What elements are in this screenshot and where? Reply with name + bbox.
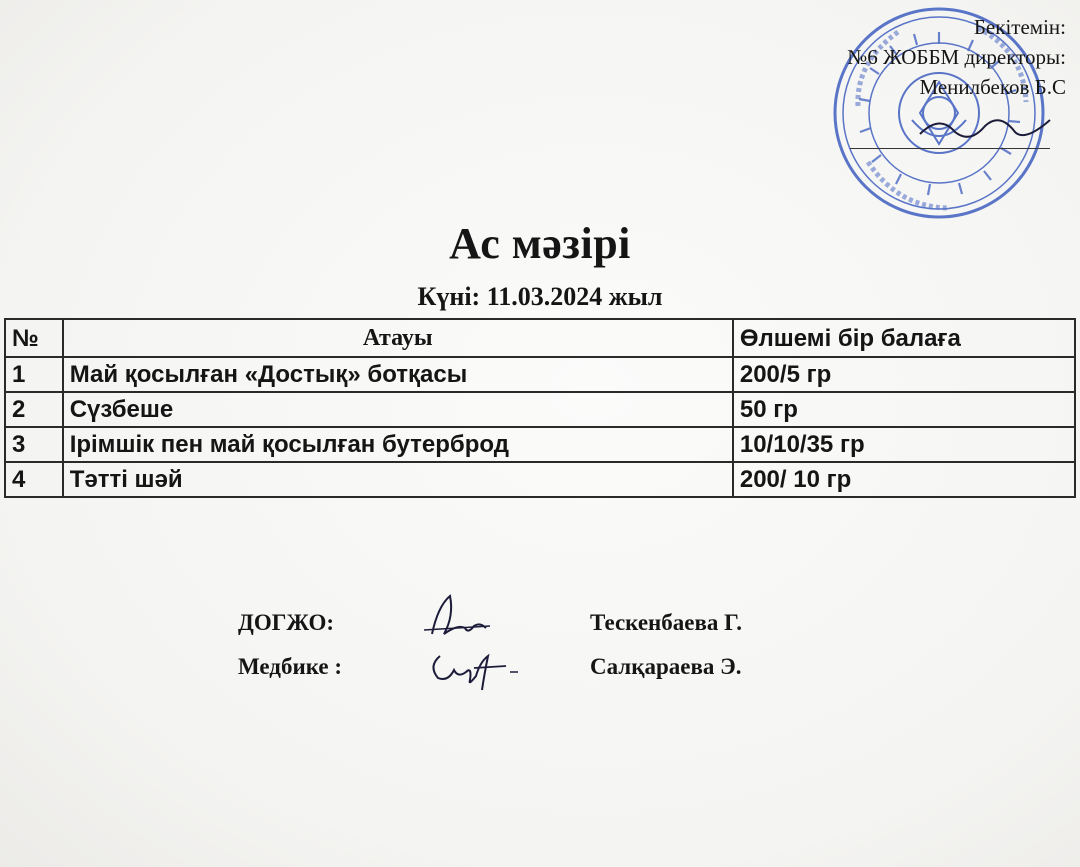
handwritten-signature-icon [410,586,530,696]
table-header-row [5,319,1075,357]
page-title: Ас мәзірі [449,219,631,268]
row-quantity: 200/ 10 гр [733,462,1075,497]
approval-block [847,12,1066,102]
row-number: 3 [5,427,63,462]
row-dish-name: Тәтті шәй [63,462,733,497]
row-number: 2 [5,392,63,427]
signer-role: Медбике : [238,654,342,679]
signer-name: Салқараева Э. [590,654,742,679]
table-row [5,462,1075,497]
row-dish-name: Ірімшік пен май қосылған бутерброд [63,427,733,462]
approval-name: Менилбеков Б.С [919,75,1066,99]
table-row [5,427,1075,462]
document-date: Күні: 11.03.2024 жыл [417,282,663,311]
row-quantity: 50 гр [733,392,1075,427]
row-dish-name: Сүзбеше [63,392,733,427]
table-row [5,392,1075,427]
header-name: Атауы [63,319,733,357]
row-dish-name: Май қосылған «Достық» ботқасы [63,357,733,392]
row-number: 4 [5,462,63,497]
approval-heading: Бекітемін: [973,15,1066,39]
row-quantity: 10/10/35 гр [733,427,1075,462]
menu-table [4,318,1076,498]
director-signature-icon [900,104,1060,154]
approval-position: №6 ЖОББМ директоры: [847,45,1066,69]
approval-signature-line [850,148,1050,149]
signer-role: ДОГЖО: [238,610,335,635]
row-quantity: 200/5 гр [733,357,1075,392]
table-row [5,357,1075,392]
signer-name: Тескенбаева Г. [590,610,742,635]
row-number: 1 [5,357,63,392]
header-quantity: Өлшемі бір балаға [733,319,1075,357]
header-number: № [5,319,63,357]
